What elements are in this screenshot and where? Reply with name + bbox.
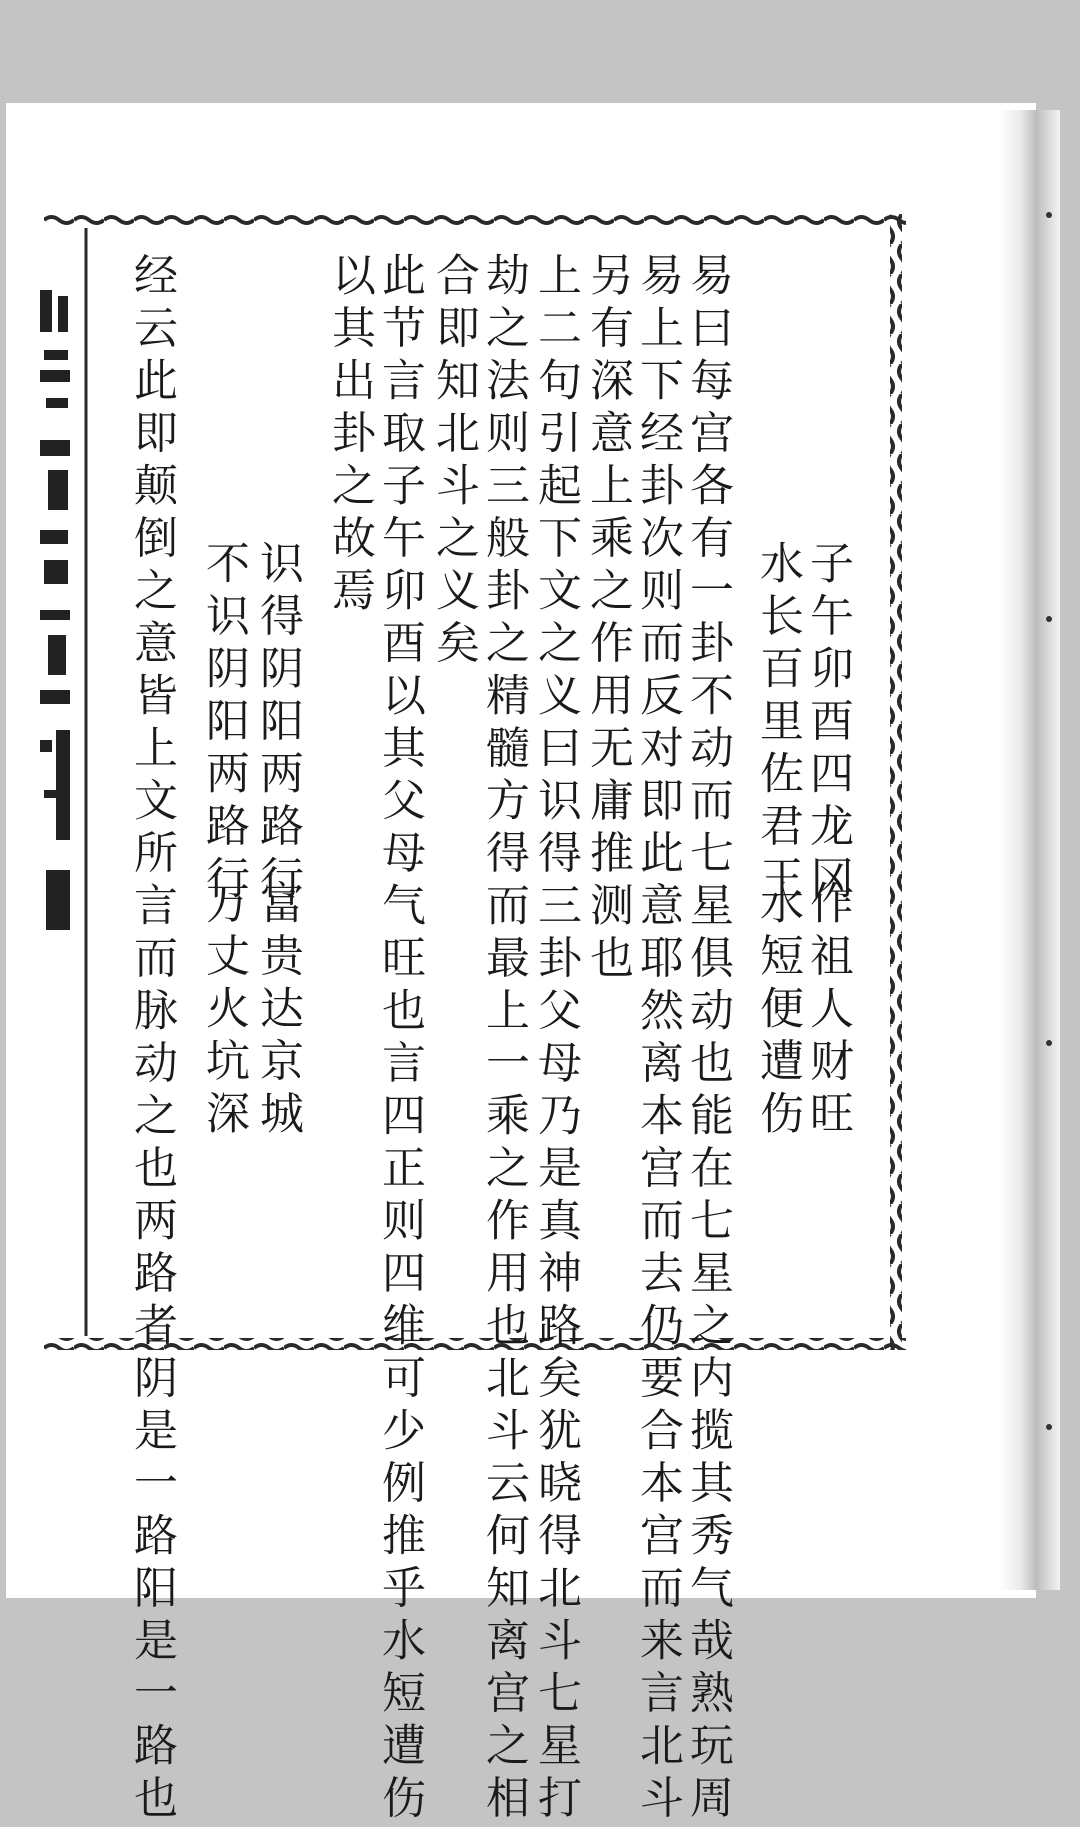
verse-line: 水长百里佐君王 — [752, 540, 803, 908]
edge-mark — [1046, 1040, 1052, 1046]
commentary-line: 易曰每宫各有一卦不动而七星俱动也能在七星之内揽其秀气哉熟玩周 — [682, 252, 733, 1827]
commentary-line: 合即知北斗之义矣 — [428, 252, 479, 672]
verse-line: 子午卯酉四龙冈 — [802, 540, 853, 908]
verse-line: 识得阴阳两路行 — [252, 540, 303, 908]
commentary-line: 另有深意上乘之作用无庸推测也 — [582, 252, 633, 987]
verse-line: 水短便遭伤 — [752, 880, 803, 1143]
commentary-line: 劫之法则三般卦之精髓方得而最上一乘之作用也北斗云何知离宫之相 — [478, 252, 529, 1827]
commentary-line: 以其出卦之故焉 — [324, 252, 375, 620]
page-edge-shadow — [1000, 110, 1060, 1590]
verse-line: 作祖人财旺 — [802, 880, 853, 1143]
commentary-line: 经云此即颠倒之意皆上文所言而脉动之也两路者阴是一路阳是一路也 — [126, 252, 177, 1827]
edge-mark — [1046, 212, 1052, 218]
edge-mark — [1046, 616, 1052, 622]
verse-line: 不识阴阳两路行 — [198, 540, 249, 908]
commentary-line: 上二句引起下文之义曰识得三卦父母乃是真神路矣犹晓得北斗七星打 — [530, 252, 581, 1827]
verse-line: 富贵达京城 — [252, 880, 303, 1143]
edge-mark — [1046, 1424, 1052, 1430]
commentary-line: 易上下经卦次则而反对即此意耶然离本宫而去仍要合本宫而来言北斗 — [632, 252, 683, 1827]
commentary-line: 此节言取子午卯酉以其父母气旺也言四正则四维可少例推乎水短遭伤 — [374, 252, 425, 1827]
verse-line: 万丈火坑深 — [198, 880, 249, 1143]
